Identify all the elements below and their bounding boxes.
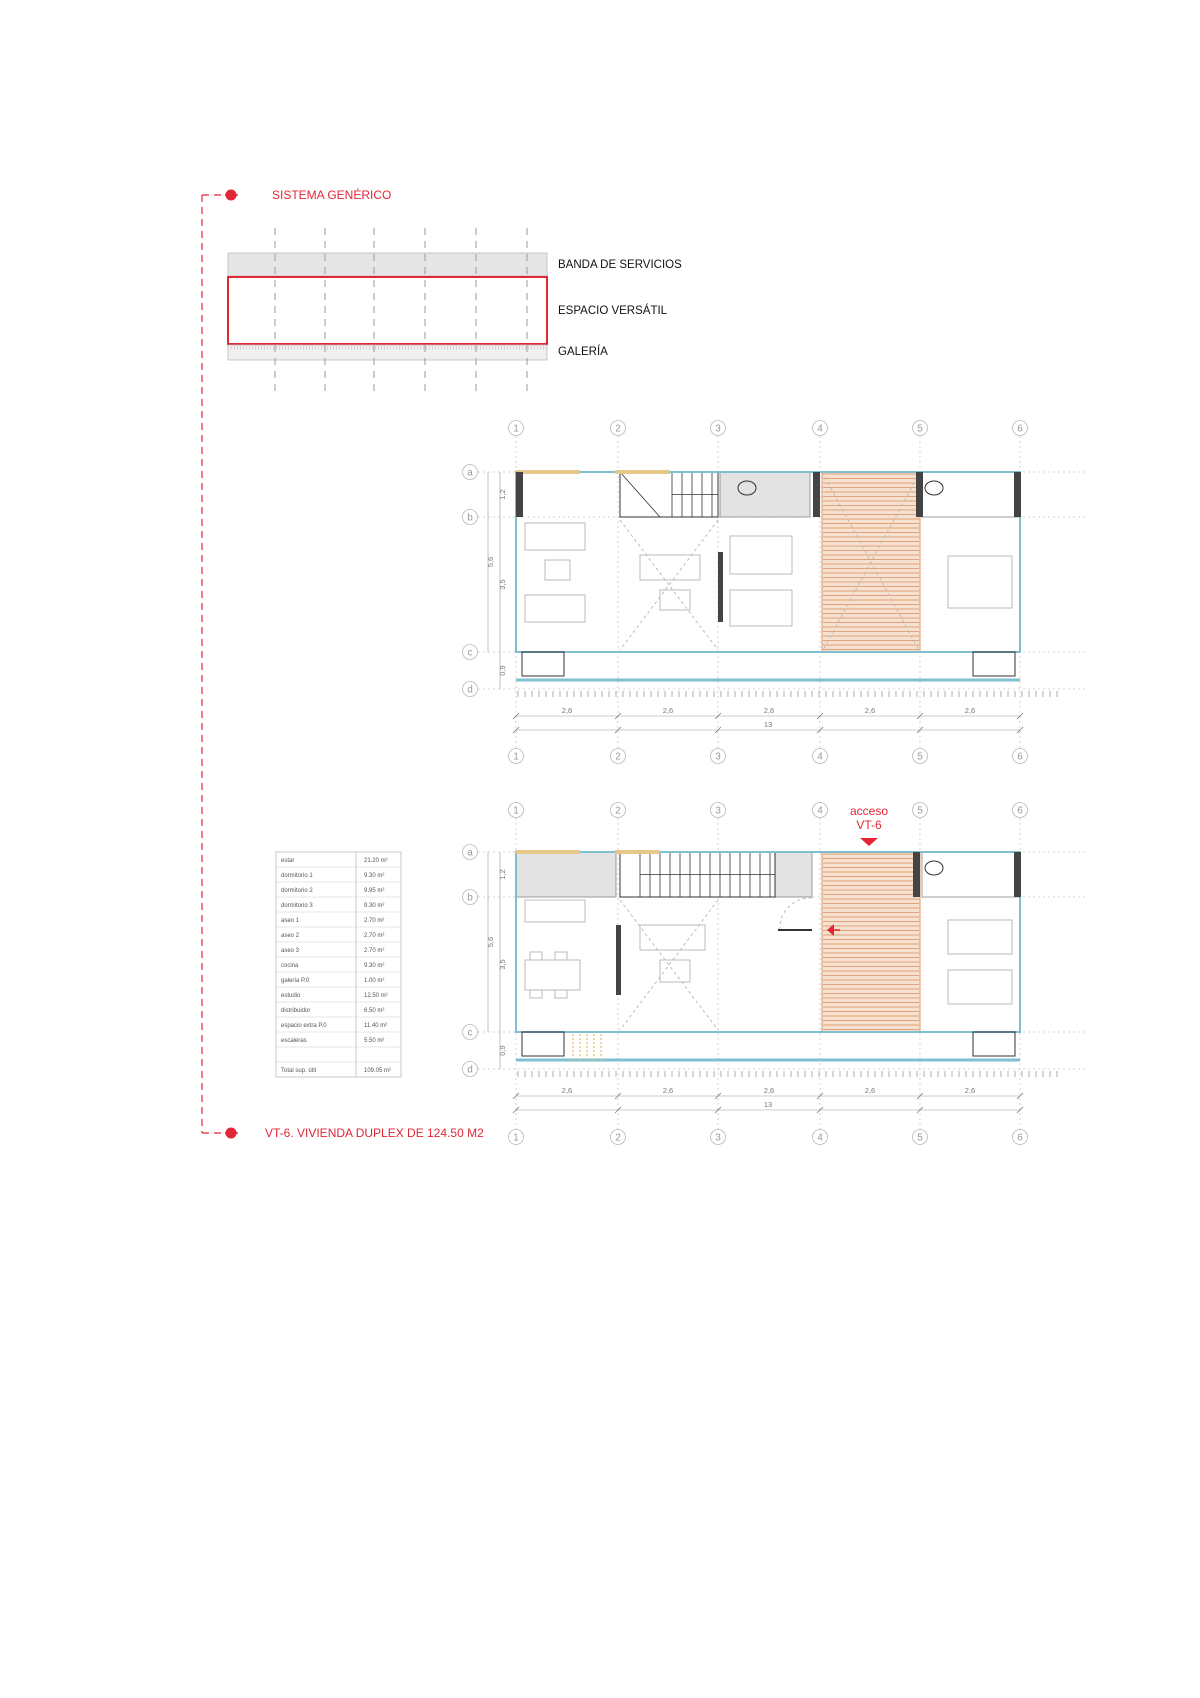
axis-column-label: 3 xyxy=(715,423,721,435)
area-table-value: 2.70 m² xyxy=(364,948,385,954)
area-table-room: aseo 2 xyxy=(281,933,300,939)
area-table-total-label: Total sup. útil xyxy=(281,1068,317,1074)
dimension-label: 2,6 xyxy=(763,706,775,715)
dimension-label: 0,9 xyxy=(498,665,507,676)
axis-column-label: 5 xyxy=(917,805,923,817)
area-table-room: dormitorio 3 xyxy=(281,903,313,909)
access-unit-label: VT-6 xyxy=(856,818,882,832)
axis-column-label: 4 xyxy=(817,805,823,817)
dimension-label: 2,6 xyxy=(561,1086,573,1095)
axis-column-label: 6 xyxy=(1017,423,1023,435)
axis-column-label: 2 xyxy=(615,805,621,817)
area-table-value: 11.40 m² xyxy=(364,1023,388,1029)
axis-row-label: d xyxy=(467,684,473,696)
access-label: acceso xyxy=(849,804,889,818)
dimension-label: 2,6 xyxy=(864,1086,876,1095)
legend-gallery: GALERÍA xyxy=(558,346,608,358)
gallery-gate xyxy=(573,1034,601,1060)
axis-row-label: a xyxy=(467,847,473,859)
area-table-room: dormitorio 2 xyxy=(281,888,313,894)
axis-row-label: c xyxy=(467,647,473,659)
dimension-label: 1,2 xyxy=(498,869,507,880)
service-band xyxy=(228,253,547,276)
dimension-label: 2,6 xyxy=(964,1086,976,1095)
dimension-label: 3,5 xyxy=(498,959,507,970)
area-table-value: 2.70 m² xyxy=(364,918,385,924)
area-table-value: 9.30 m² xyxy=(364,873,385,879)
dimension-label: 2,6 xyxy=(561,706,573,715)
axis-column-label: 1 xyxy=(513,423,519,435)
dwelling-title: VT-6. VIVIENDA DUPLEX DE 124.50 M2 xyxy=(265,1126,484,1140)
axis-column-label: 5 xyxy=(917,1132,923,1144)
floor-plan-upper xyxy=(463,421,1086,764)
wall-pier xyxy=(516,472,523,517)
area-table-value: 5.50 m² xyxy=(364,1038,385,1044)
sliding-door xyxy=(616,925,621,995)
area-table-room: aseo 1 xyxy=(281,918,300,924)
timber-entrance xyxy=(822,852,920,1032)
dimension-label: 2,6 xyxy=(864,706,876,715)
dimension-label: 5,6 xyxy=(486,936,495,948)
dimension-label: 1,2 xyxy=(498,489,507,500)
axis-column-label: 4 xyxy=(817,751,823,763)
dimension-label: 3,5 xyxy=(498,579,507,590)
axis-column-label: 2 xyxy=(615,1132,621,1144)
generic-system-title: SISTEMA GENÉRICO xyxy=(272,188,392,202)
axis-row-label: a xyxy=(467,467,473,479)
legend-service-band: BANDA DE SERVICIOS xyxy=(558,259,682,271)
floor-plan-ground xyxy=(463,803,1086,1145)
axis-column-label: 1 xyxy=(513,1132,519,1144)
versatile-space xyxy=(228,277,547,344)
area-table-room: escaleras xyxy=(281,1038,307,1044)
dimension-total-label: 13 xyxy=(763,1100,773,1109)
axis-column-label: 2 xyxy=(615,423,621,435)
area-table-value: 9.30 m² xyxy=(364,903,385,909)
axis-column-label: 4 xyxy=(817,1132,823,1144)
area-table-room: estar xyxy=(281,858,295,864)
generic-system-diagram xyxy=(228,228,682,392)
stair-ground xyxy=(620,852,775,897)
area-table-room: estudio xyxy=(281,993,301,999)
area-table-value: 2.70 m² xyxy=(364,933,385,939)
axis-column-label: 3 xyxy=(715,1132,721,1144)
legend-versatile-space: ESPACIO VERSÁTIL xyxy=(558,305,668,317)
area-table-value: 1.00 m² xyxy=(364,978,385,984)
axis-column-label: 4 xyxy=(817,423,823,435)
area-table-value: 9.95 m² xyxy=(364,888,385,894)
dimension-total-label: 13 xyxy=(763,720,773,729)
stair-upper xyxy=(620,472,718,517)
axis-column-label: 3 xyxy=(715,751,721,763)
axis-column-label: 1 xyxy=(513,751,519,763)
dimension-label: 2,6 xyxy=(662,1086,674,1095)
area-table-value: 12.50 m² xyxy=(364,993,388,999)
dimension-label: 2,6 xyxy=(763,1086,775,1095)
area-table-room: distribuidor xyxy=(281,1008,311,1014)
axis-column-label: 5 xyxy=(917,751,923,763)
area-table-room: aseo 3 xyxy=(281,948,300,954)
area-table-value: 9.30 m² xyxy=(364,963,385,969)
area-table-room: espacio extra P.0 xyxy=(281,1023,327,1029)
axis-row-label: b xyxy=(467,512,473,524)
axis-column-label: 6 xyxy=(1017,751,1023,763)
dimension-label: 2,6 xyxy=(964,706,976,715)
sliding-door xyxy=(718,552,723,622)
area-table-room: cocina xyxy=(281,963,299,969)
axis-column-label: 1 xyxy=(513,805,519,817)
wall-pier xyxy=(916,472,923,517)
axis-column-label: 6 xyxy=(1017,805,1023,817)
dimension-label: 5,6 xyxy=(486,556,495,568)
area-table-room: galería P.0 xyxy=(281,978,310,984)
dimension-label: 0,9 xyxy=(498,1045,507,1056)
area-table xyxy=(276,852,401,1077)
access-arrow-icon xyxy=(860,838,878,846)
axis-column-label: 2 xyxy=(615,751,621,763)
area-table-total-value: 109.05 m² xyxy=(364,1068,392,1074)
dimension-label: 2,6 xyxy=(662,706,674,715)
axis-column-label: 3 xyxy=(715,805,721,817)
wall-pier xyxy=(1014,852,1021,897)
axis-row-label: d xyxy=(467,1064,473,1076)
wall-pier xyxy=(1014,472,1021,517)
axis-row-label: c xyxy=(467,1027,473,1039)
area-table-value: 6.50 m² xyxy=(364,1008,385,1014)
wall-pier xyxy=(913,852,920,897)
axis-column-label: 6 xyxy=(1017,1132,1023,1144)
wall-pier xyxy=(813,472,820,517)
axis-row-label: b xyxy=(467,892,473,904)
area-table-room: dormitorio 1 xyxy=(281,873,313,879)
bathroom-1 xyxy=(720,472,810,517)
area-table-value: 21.20 m² xyxy=(364,858,388,864)
kitchen-counter xyxy=(516,852,616,897)
axis-column-label: 5 xyxy=(917,423,923,435)
